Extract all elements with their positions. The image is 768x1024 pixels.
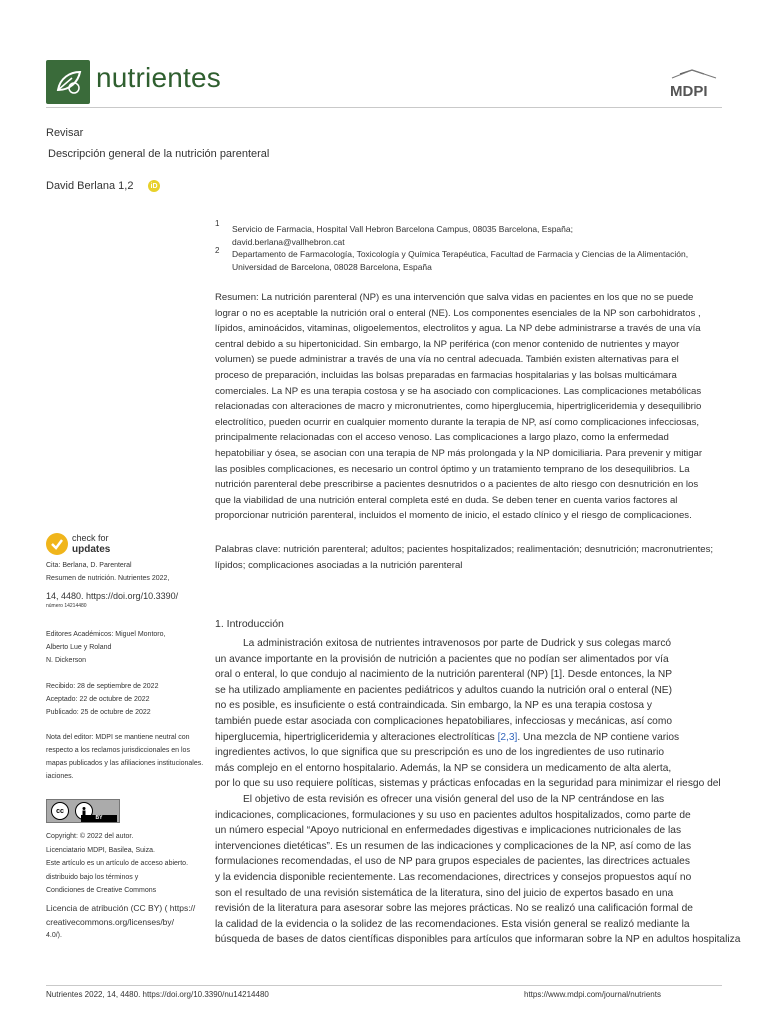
note-line: respecto a los reclamos jurisdiccionales en los (46, 747, 190, 754)
abstract-line: proporcionar nutrición parenteral, incluidos el momento de inicio, el estado clínico y el riesgo de complicaciones. (215, 510, 692, 522)
abstract-line: lípidos, aminoácidos, vitaminas, oligoelementos, electrolitos y agua. La NP debe administrarse a través de una vía (215, 323, 701, 335)
cc-by-label: BY (81, 815, 117, 822)
abstract-line: que la viabilidad de una nutrición enteral completa esté en duda. Se deben tener en cuenta varios factores al (215, 494, 678, 506)
paragraph-line: La administración exitosa de nutrientes intravenosos por parte de Dudrick y sus colegas marcó (243, 638, 672, 649)
abstract-line: nutrición parenteral debe prescribirse a pacientes desnutridos o a pacientes de alto riesgo con desnutrición en los (215, 479, 699, 491)
paragraph-line: por lo que su uso requiere políticas, sistemas y prácticas enfocadas en la seguridad para minimizar el riesgo del (215, 778, 721, 790)
editors-line: Editores Académicos: Miguel Montoro, (46, 631, 166, 638)
publisher-note (46, 731, 203, 783)
cc-icon: cc (51, 802, 69, 820)
abstract-line: comerciales. La NP es una terapia costosa y se ha asociado con complicaciones. Las complicaciones metabólicas (215, 385, 702, 397)
journal-leaf-logo-icon (46, 60, 90, 104)
citation-doi[interactable]: 14, 4480. https://doi.org/10.3390/ (46, 591, 179, 601)
paragraph-line: indicaciones, complicaciones, formulaciones y su uso en pacientes adultos hospitalizados, como parte de (215, 809, 691, 821)
citation-link[interactable]: [2,3] (497, 731, 518, 743)
copyright-line: Licenciatario MDPI, Basilea, Suiza. (46, 846, 155, 854)
abstract-line: principalmente relacionadas con el acceso venoso. Las complicaciones a largo plazo, como la enfermedad (215, 432, 669, 444)
academic-editors (46, 628, 165, 667)
note-line: Nota del editor: MDPI se mantiene neutral con (46, 734, 190, 741)
received-date: Recibido: 28 de septiembre de 2022 (46, 683, 159, 690)
copyright-line: distribuido bajo los términos y (46, 873, 139, 881)
article-type: Revisar (46, 127, 84, 139)
published-date: Publicado: 25 de octubre de 2022 (46, 709, 151, 716)
introduction-body (215, 636, 768, 948)
paragraph-line: oral o enteral, lo que condujo al nacimiento de la nutrición parenteral (NP) [1]. Desde entonces, la NP (215, 669, 672, 681)
affiliation-1 (232, 223, 573, 249)
paragraph-line: formulaciones recomendadas, el uso de NP para grupos especiales de pacientes, las directrices actuales (215, 856, 690, 868)
citation-number: número 14214480 (46, 603, 87, 609)
check-for-updates-icon[interactable] (46, 533, 68, 555)
keywords (215, 542, 735, 573)
copyright-line: Condiciones de Creative Commons (46, 887, 157, 894)
citation-line: Cita: Berlana, D. Parenteral (46, 562, 132, 569)
section-heading: 1. Introducción (215, 618, 284, 630)
abstract-line: hepatobiliar y ósea, se asocian con una terapia de NP más prolongada y la NP domiciliaria. Para prevenir y mitigar (215, 447, 703, 459)
abstract-line: relacionadas con alteraciones de macro y micronutrientes, como hiperglucemia, hipertrigliceridemia y desequilibrio (215, 401, 702, 413)
footer-citation[interactable]: Nutrientes 2022, 14, 4480. https://doi.org/10.3390/nu14214480 (46, 990, 269, 999)
paragraph-line: se ha utilizado ampliamente en pacientes pediátricos y adultos cuando la nutrición oral o enteral (NE) (215, 684, 672, 696)
keywords-line: lípidos; complicaciones asociadas a la nutrición parenteral (215, 559, 463, 571)
affiliation-line: Departamento de Farmacología, Toxicología y Química Terapéutica, Facultad de Farmacia y Ciencias de la Alimentación, (232, 249, 689, 259)
creative-commons-badge[interactable] (46, 799, 120, 823)
dates (46, 680, 158, 719)
paragraph-line: intervenciones dietéticas”. Es un resumen de las indicaciones y complicaciones de la NP, así como de las (215, 840, 692, 852)
editors-line: Alberto Lue y Roland (46, 644, 112, 651)
paragraph-line: un número especial “Apoyo nutricional en enfermedades digestivas e implicaciones nutricionales de las (215, 825, 682, 837)
paragraph-line (215, 730, 768, 746)
note-line: mapas publicados y las afiliaciones institucionales. (46, 760, 204, 767)
affiliation-line: Universidad de Barcelona, 08028 Barcelona, España (232, 262, 432, 272)
affiliation-2 (232, 248, 688, 274)
article-title: Descripción general de la nutrición parenteral (48, 148, 270, 160)
accepted-date: Aceptado: 22 de octubre de 2022 (46, 696, 150, 703)
abstract (215, 290, 725, 524)
abstract-line: lograr o no es aceptable la nutrición oral o enteral (NE). Los componentes esenciales de la NP son carbohidratos , (215, 307, 701, 319)
paragraph-line: más complejo en el entorno hospitalario. Además, la NP se considera un medicamento de alta alerta, (215, 762, 672, 774)
journal-name: nutrientes (96, 62, 221, 93)
editors-line: N. Dickerson (46, 657, 87, 664)
check-for-updates-label[interactable]: check for (72, 533, 109, 543)
license-line[interactable]: Licencia de atribución (CC BY) ( https:// (46, 903, 196, 913)
license-line: 4.0/). (46, 932, 62, 939)
license-line[interactable]: creativecommons.org/licenses/by/ (46, 917, 175, 927)
author-name: David Berlana 1,2 (46, 180, 134, 192)
paragraph-line: son el resultado de una revisión sistemática de la literatura, sino del juicio de expertos basado en una (215, 887, 674, 899)
abstract-line: Resumen: La nutrición parenteral (NP) es una intervención que salva vidas en pacientes en los que no se puede (215, 292, 694, 303)
paragraph-line: también puede estar asociada con complicaciones hepatobiliares, infecciosas y mecánicas, así como (215, 715, 672, 727)
affiliation-email[interactable]: david.berlana@vallhebron.cat (232, 237, 345, 247)
copyright-line: Copyright: © 2022 del autor. (46, 833, 134, 840)
affiliation-number: 2 (215, 246, 220, 255)
citation-block (46, 561, 169, 584)
mdpi-logo (666, 68, 722, 104)
copyright-line: Este artículo es un artículo de acceso abierto. (46, 860, 189, 867)
abstract-line: las posibles complicaciones, es necesario un control óptimo y un tratamiento temprano de los desequilibrios. La (215, 463, 690, 475)
orcid-icon[interactable]: iD (148, 180, 160, 192)
paragraph-line: y la evidencia disponible recientemente. Las recomendaciones, directrices y consejos propuestos aquí no (215, 871, 692, 883)
license-block (46, 901, 195, 943)
abstract-line: electrolítico, pueden ocurrir en cualquier momento durante la terapia de NP, así como complicaciones infecciosas, (215, 416, 700, 428)
note-line: iaciones. (46, 773, 74, 780)
copyright-block (46, 830, 188, 898)
abstract-line: volumen) se puede administrar a través de una vía no central adecuada. También existen alternativas para el (215, 354, 679, 366)
paragraph-line: ingredientes activos, lo que significa que su prescripción es uno de los ingredientes de uso rutinario (215, 747, 665, 759)
line-text: hiperglucemia, hipertrigliceridemia y alteraciones electrolíticas (215, 731, 495, 743)
keywords-line: Palabras clave: nutrición parenteral; adultos; pacientes hospitalizados; realimentación; desnutrición; macronutrientes; (215, 544, 714, 555)
affiliation-line: Servicio de Farmacia, Hospital Vall Hebron Barcelona Campus, 08035 Barcelona, España; (232, 224, 573, 234)
citation-line: Resumen de nutrición. Nutrientes 2022, (46, 575, 170, 582)
header-divider (46, 107, 722, 108)
abstract-line: central debido a su hipertonicidad. Sin embargo, la NP periférica (con menor contenido de nutrientes y mayor (215, 338, 680, 350)
abstract-line: proceso de preparación, incluidas las bolsas preparadas en farmacias hospitalarias y las bolsas multicámara (215, 369, 677, 381)
paragraph-line: un avance importante en la provisión de nutrición a pacientes que no podían ser alimentados por vía (215, 653, 669, 665)
paragraph-line: no es posible, es insuficiente o está contraindicada. Sin embargo, la NP es una terapia costosa y (215, 700, 653, 712)
paragraph-line: la calidad de la evidencia o la solidez de las recomendaciones. Esta visión general se realizó mediante la (215, 918, 690, 930)
check-for-updates-label-bold[interactable]: updates (72, 544, 111, 555)
line-text: . Una mezcla de NP contiene varios (517, 731, 680, 743)
affiliation-number: 1 (215, 219, 220, 228)
paragraph-line: búsqueda de bases de datos científicas disponibles para artículos que informaran sobre la NP en adultos hospitaliza (215, 934, 741, 946)
footer-journal-url[interactable]: https://www.mdpi.com/journal/nutrients (524, 990, 661, 999)
mdpi-logo-text: MDPI (670, 83, 708, 100)
paragraph-line: El objetivo de esta revisión es ofrecer una visión general del uso de la NP centrándose en las (243, 793, 665, 805)
paragraph-line: revisión de la literatura para asesorar sobre las mejores prácticas. No se realizó una calificación formal de (215, 903, 693, 915)
footer-divider (46, 985, 722, 986)
